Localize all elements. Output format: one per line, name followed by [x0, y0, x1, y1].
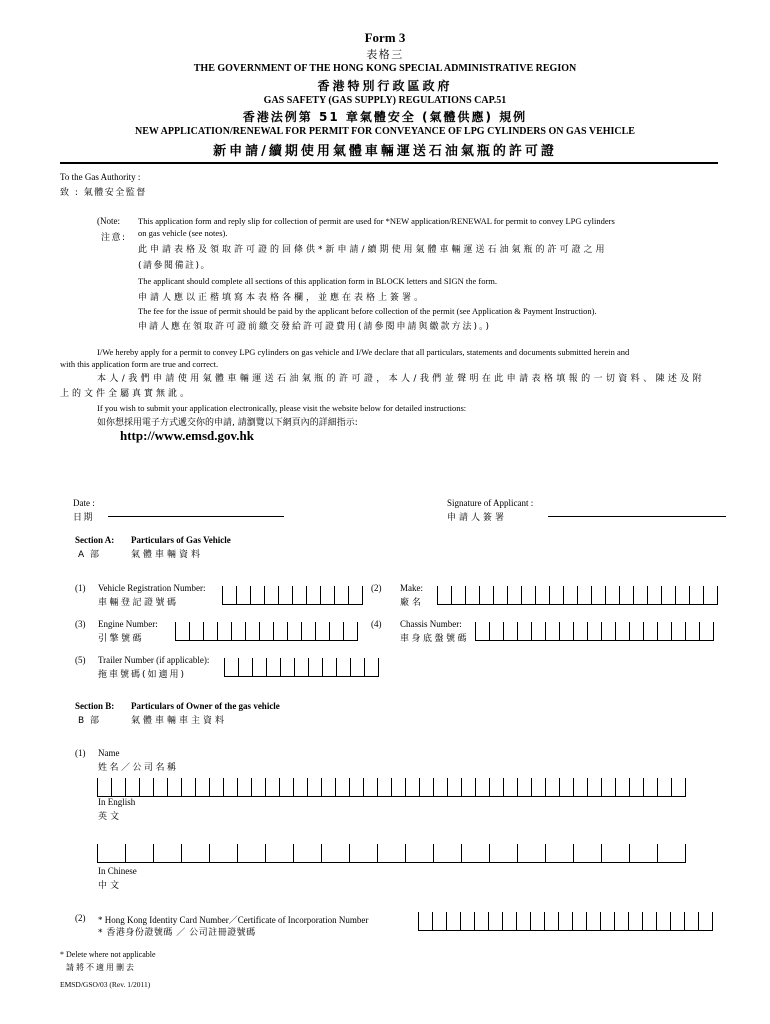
field-5-number: (5): [75, 655, 86, 665]
note-p1-cn-1: 此申請表格及領取許可證的回條供*新申請/續期使用氣體車輛運送石油氣瓶的許可證之用: [138, 245, 608, 255]
form-title: NEW APPLICATION/RENEWAL FOR PERMIT FOR CONVEYANCE OF LPG CYLINDERS ON GAS VEHICLE: [135, 126, 635, 137]
chinese-label: In Chinese: [98, 866, 137, 876]
regulation-title: GAS SAFETY (GAS SUPPLY) REGULATIONS CAP.51: [263, 95, 507, 106]
engine-label-cn: 引擎號碼: [98, 634, 145, 644]
make-input[interactable]: [437, 586, 718, 605]
section-a-label-cn: A 部: [78, 550, 101, 560]
id-number-label-cn: * 香港身份證號碼 ／ 公司註冊證號碼: [98, 928, 256, 938]
id-number-label: * Hong Kong Identity Card Number／Certificate of Incorporation Number: [98, 915, 369, 925]
trailer-label-cn: 拖車號碼(如適用): [98, 670, 187, 680]
addressee: To the Gas Authority :: [60, 172, 141, 182]
note-p2-cn: 申請人應以正楷填寫本表格各欄，並應在表格上簽署。: [138, 293, 427, 303]
english-label: In English: [98, 797, 136, 807]
online-instructions: If you wish to submit your application electronically, please visit the website below for detailed instructions:: [97, 403, 467, 413]
header-rule: [60, 162, 718, 164]
section-b-title-cn: 氣體車輛車主資料: [131, 716, 228, 726]
signature-label: Signature of Applicant :: [447, 498, 534, 508]
owner-name-label: Name: [98, 748, 120, 758]
government-title: THE GOVERNMENT OF THE HONG KONG SPECIAL ADMINISTRATIVE REGION: [193, 63, 577, 74]
note-p1-en-2: on gas vehicle (see notes).: [138, 228, 228, 238]
trailer-input[interactable]: [224, 658, 379, 677]
chassis-label-cn: 車身底盤號碼: [400, 634, 470, 644]
owner-name-label-cn: 姓名／公司名稱: [98, 763, 179, 773]
date-line[interactable]: [108, 516, 284, 517]
chassis-label: Chassis Number:: [400, 619, 462, 629]
owner-field-2-number: (2): [75, 913, 86, 923]
declaration-cn-2: 上的文件全屬真實無訛。: [60, 389, 193, 399]
date-label-cn: 日期: [73, 513, 95, 523]
note-p1-en-1: This application form and reply slip for collection of permit are used for *NEW application/RENEWAL for permit to convey LPG cylinders: [138, 216, 615, 226]
vehicle-reg-input[interactable]: [222, 586, 363, 605]
section-b-label-cn: B 部: [78, 716, 101, 726]
form-code: EMSD/GSO/03 (Rev. 1/2011): [60, 980, 151, 989]
section-b-title: Particulars of Owner of the gas vehicle: [131, 701, 280, 711]
note-p2-en: The applicant should complete all sections of this application form in BLOCK letters and SIGN the form.: [138, 276, 498, 286]
note-p3-en: The fee for the issue of permit should be paid by the applicant before collection of the permit (see Application & Payment Instruction).: [138, 306, 597, 316]
engine-label: Engine Number:: [98, 619, 158, 629]
regulation-title-cn: 香港法例第 51 章氣體安全 (氣體供應) 規例: [242, 110, 528, 124]
form-title-cn: 新申請/續期使用氣體車輛運送石油氣瓶的許可證: [213, 144, 557, 159]
make-label: Make:: [400, 583, 423, 593]
make-label-cn: 廠名: [400, 598, 425, 608]
name-chinese-input[interactable]: [97, 844, 686, 863]
field-3-number: (3): [75, 619, 86, 629]
form-number-cn: 表格三: [366, 48, 404, 61]
note-p3-cn: 申請人應在領取許可證前繳交發給許可證費用(請參閱申請與繳款方法)。): [138, 322, 492, 332]
section-a-title: Particulars of Gas Vehicle: [131, 535, 231, 545]
chinese-label-cn: 中文: [98, 881, 123, 891]
delete-note-cn: 請將不適用刪去: [66, 963, 136, 972]
name-english-input[interactable]: [97, 778, 686, 797]
form-number: Form 3: [364, 30, 406, 45]
section-a-label: Section A:: [75, 535, 115, 545]
declaration-en-2: with this application form are true and correct.: [60, 359, 219, 369]
note-p1-cn-2: (請參閱備註)。: [138, 261, 212, 271]
field-4-number: (4): [371, 619, 382, 629]
signature-label-cn: 申請人簽署: [447, 513, 508, 523]
section-a-title-cn: 氣體車輛資料: [131, 550, 204, 560]
government-title-cn: 香港特別行政區政府: [317, 79, 453, 93]
signature-line[interactable]: [548, 516, 726, 517]
website-link[interactable]: http://www.emsd.gov.hk: [120, 428, 254, 443]
online-instructions-cn: 如你想採用電子方式遞交你的申請, 請瀏覽以下網頁內的詳細指示:: [97, 418, 358, 428]
declaration-cn-1: 本人/我們申請使用氣體車輛運送石油氣瓶的許可證，本人/我們並聲明在此申請表格填報的一切資料、陳述及附: [97, 374, 706, 384]
chassis-input[interactable]: [475, 622, 714, 641]
vehicle-reg-label: Vehicle Registration Number:: [98, 583, 206, 593]
note-label: (Note:: [97, 216, 120, 226]
note-label-cn: 注意:: [101, 233, 127, 243]
trailer-label: Trailer Number (if applicable):: [98, 655, 210, 665]
english-label-cn: 英文: [98, 812, 123, 822]
field-2-number: (2): [371, 583, 382, 593]
addressee-cn: 致 : 氣體安全監督: [60, 188, 147, 198]
field-1-number: (1): [75, 583, 86, 593]
section-b-label: Section B:: [75, 701, 115, 711]
owner-field-1-number: (1): [75, 748, 86, 758]
declaration-en-1: I/We hereby apply for a permit to convey LPG cylinders on gas vehicle and I/We declare that all particulars, statements and documents submitted herein and: [97, 347, 630, 357]
date-label: Date :: [73, 498, 95, 508]
delete-note: * Delete where not applicable: [60, 950, 156, 959]
id-number-input[interactable]: [418, 912, 713, 931]
engine-input[interactable]: [175, 622, 358, 641]
vehicle-reg-label-cn: 車輛登記證號碼: [98, 598, 179, 608]
